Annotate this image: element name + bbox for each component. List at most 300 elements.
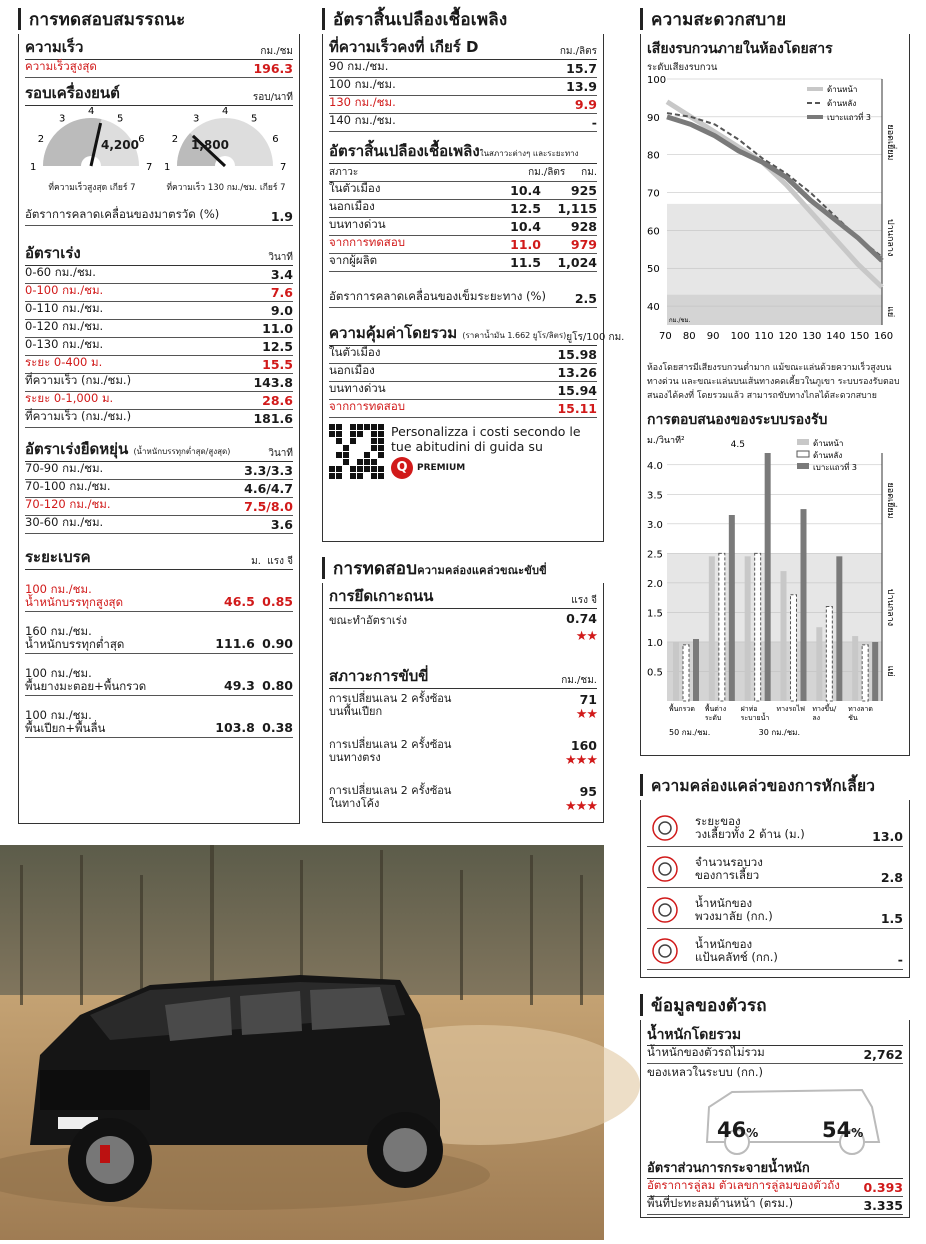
cond-kml: 11.5 bbox=[510, 255, 541, 270]
agility-box bbox=[322, 583, 604, 823]
brake-values bbox=[224, 678, 293, 693]
odo-error-row: อัตราการคลาดเคลื่อนของเข็มระยะทาง (%) 2.5 bbox=[329, 289, 597, 306]
accel-row-value: 7.6 bbox=[270, 285, 293, 300]
susp-bar bbox=[683, 645, 689, 701]
susp-ytick: 1.5 bbox=[647, 608, 663, 620]
max-speed-row: ความเร็วสูงสุด 196.3 bbox=[25, 59, 293, 76]
qr-cell bbox=[329, 466, 335, 472]
accel-row-value: 9.0 bbox=[270, 303, 293, 318]
turn-label bbox=[695, 938, 778, 964]
susp-bar bbox=[781, 571, 787, 701]
qr-cell bbox=[336, 473, 342, 479]
brake-speed: 100 กม./ชม. bbox=[25, 708, 92, 722]
qr-cell bbox=[350, 438, 356, 444]
turn-left bbox=[647, 935, 778, 967]
agility-header: การทดสอบความคล่องแคล่วขณะขับขี่ bbox=[322, 556, 604, 580]
flex-row-value: 3.6 bbox=[270, 517, 293, 532]
noise-xtick: 80 bbox=[682, 331, 696, 342]
brake-row bbox=[25, 570, 293, 612]
drive-label-2: บนพื้นเปียก bbox=[329, 705, 383, 718]
susp-category-label: ทางรถไฟ bbox=[776, 705, 805, 713]
accel-row-value: 181.6 bbox=[253, 411, 293, 426]
qr-cell bbox=[378, 431, 384, 437]
brake-speed: 100 กม./ชม. bbox=[25, 666, 92, 680]
qr-cell bbox=[329, 473, 335, 479]
brake-condition: พื้นยางมะตอย+พื้นกรวด bbox=[25, 679, 147, 693]
noise-zone-label: ปานกลาง bbox=[885, 219, 895, 257]
gear-row bbox=[329, 114, 597, 132]
brake-row bbox=[25, 654, 293, 696]
value-row-value: 15.94 bbox=[557, 383, 597, 398]
noise-zone-label: แย่ bbox=[885, 306, 895, 318]
drive-row bbox=[329, 689, 597, 735]
drive-title: สภาวะการขับขี่ กม./ชม. bbox=[329, 667, 597, 689]
grip-stars: ★★ bbox=[575, 629, 597, 644]
turn-label-2: ของการเลี้ยว bbox=[695, 868, 760, 882]
weight-row: น้ำหนักของตัวรถไม่รวม 2,762 bbox=[647, 1045, 903, 1062]
value-row-label: บนทางด่วน bbox=[329, 381, 386, 395]
susp-category-label: ชัน bbox=[848, 714, 858, 722]
clutch-pedal-icon bbox=[647, 935, 683, 967]
ratio-row bbox=[647, 1197, 903, 1215]
drive-label-2: ในทางโค้ง bbox=[329, 797, 380, 810]
susp-category-label: ระบายน้ำ bbox=[740, 714, 770, 722]
qr-cell bbox=[371, 459, 377, 465]
turn-value: 13.0 bbox=[872, 829, 903, 844]
noise-ytick: 40 bbox=[647, 302, 660, 314]
noise-legend-label: เบาะแถวที่ 3 bbox=[827, 113, 871, 122]
noise-zone-bad bbox=[667, 295, 882, 325]
susp-legend-label: เบาะแถวที่ 3 bbox=[813, 463, 857, 472]
gauge1-tick: 1 bbox=[30, 162, 37, 173]
value-row-label: ในตัวเมือง bbox=[329, 345, 381, 359]
drive-label bbox=[329, 692, 451, 735]
turn-rows bbox=[647, 806, 903, 970]
qr-cell bbox=[364, 466, 370, 472]
accel-row-label: ระยะ 0-400 ม. bbox=[25, 355, 103, 369]
susp-zone-label: ยอดเยี่ยม bbox=[885, 482, 895, 519]
noise-xtick: 120 bbox=[778, 331, 798, 342]
qr-cell bbox=[336, 438, 342, 444]
susp-bar bbox=[765, 453, 771, 701]
drive-label-1: การเปลี่ยนเลน 2 ครั้งซ้อน bbox=[329, 692, 452, 705]
cond-km: 928 bbox=[570, 219, 597, 234]
qr-cell bbox=[329, 431, 335, 437]
turn-header: ความคล่องแคล่วของการหักเลี้ยว bbox=[640, 773, 910, 797]
gauge2-tick: 3 bbox=[193, 113, 200, 125]
flex-title: อัตราเร่งยืดหยุ่น (น้ำหนักบรรทุกต่ำสุด/สูงสุด) วินาที bbox=[25, 440, 293, 462]
ratio-row-value: 0.393 bbox=[863, 1180, 903, 1195]
cond-values bbox=[491, 255, 597, 270]
brake-condition: น้ำหนักบรรทุกต่ำสุด bbox=[25, 637, 125, 651]
cond-label: จากผู้ผลิต bbox=[329, 253, 378, 267]
value-row-label: นอกเมือง bbox=[329, 363, 375, 377]
drive-value bbox=[565, 784, 597, 827]
susp-bar bbox=[801, 509, 807, 701]
gear-row-label: 90 กม./ชม. bbox=[329, 59, 389, 73]
noise-xtick: 90 bbox=[706, 331, 720, 342]
qr-cell bbox=[336, 452, 342, 458]
gear-row-label: 140 กม./ชม. bbox=[329, 113, 396, 127]
cond-km: 979 bbox=[570, 237, 597, 252]
noise-ytick: 50 bbox=[647, 264, 660, 276]
gear-row-value: 15.7 bbox=[566, 61, 597, 76]
noise-legend-label: ด้านหน้า bbox=[827, 85, 858, 94]
cond-label: จากการทดสอบ bbox=[329, 235, 406, 249]
drive-speed: 71 bbox=[579, 692, 597, 707]
qr-cell bbox=[336, 466, 342, 472]
accel-row-value: 28.6 bbox=[262, 393, 293, 408]
gauge1-caption: ที่ความเร็วสูงสุด เกียร์ 7 bbox=[48, 183, 136, 193]
susp-bar bbox=[709, 556, 715, 701]
qr-cell bbox=[364, 424, 370, 430]
susp-category-label: พื้นต่าง bbox=[704, 705, 727, 713]
susp-bar bbox=[745, 556, 751, 701]
turn-box bbox=[640, 800, 910, 978]
ratio-row-label: อัตราการลู่ลม ตัวเลขการลู่ลมของตัวถัง bbox=[647, 1178, 840, 1192]
brake-distance: 46.5 bbox=[224, 594, 255, 609]
ratio-title: อัตราส่วนการกระจายน้ำหนัก bbox=[647, 1157, 903, 1179]
drive-value bbox=[565, 738, 597, 781]
noise-xtick: 160 bbox=[874, 331, 894, 342]
cond-rows bbox=[329, 182, 597, 272]
drive-label bbox=[329, 738, 451, 781]
front-weight: 46% bbox=[717, 1118, 759, 1142]
drive-label bbox=[329, 784, 451, 827]
rpm-title: รอบเครื่องยนต์ รอบ/นาที bbox=[25, 84, 293, 106]
value-rows bbox=[329, 346, 597, 418]
drive-stars: ★★ bbox=[575, 707, 597, 722]
performance-box bbox=[18, 34, 300, 824]
qr-cell bbox=[329, 424, 335, 430]
brake-values bbox=[224, 594, 293, 609]
noise-chart bbox=[647, 75, 905, 355]
turn-left bbox=[647, 894, 773, 926]
speedo-error-row: อัตราการคลาดเคลื่อนของมาตรวัด (%) 1.9 bbox=[25, 207, 293, 224]
gear-rows bbox=[329, 60, 597, 132]
noise-zone-label: ยอดเยี่ยม bbox=[885, 124, 895, 161]
accel-row-label: ระยะ 0-1,000 ม. bbox=[25, 391, 114, 405]
brake-label bbox=[25, 583, 123, 609]
susp-bar bbox=[852, 636, 858, 701]
qr-cell bbox=[371, 424, 377, 430]
susp-legend-swatch bbox=[797, 439, 809, 445]
noise-ytick: 80 bbox=[647, 150, 660, 162]
qr-cell bbox=[364, 459, 370, 465]
turn-value: - bbox=[897, 952, 903, 967]
turn-left bbox=[647, 853, 763, 885]
turn-label-1: ระยะของ bbox=[695, 814, 741, 828]
value-row-value: 15.98 bbox=[557, 347, 597, 362]
susp-bar bbox=[862, 645, 868, 701]
brake-distance: 49.3 bbox=[224, 678, 255, 693]
premium-brand: PREMIUM bbox=[417, 463, 466, 473]
car-photo-svg bbox=[0, 845, 604, 1240]
noise-ytick: 90 bbox=[647, 112, 660, 124]
cond-label: ในตัวเมือง bbox=[329, 181, 381, 195]
susp-bar bbox=[673, 642, 679, 701]
susp-peak-label: 4.5 bbox=[730, 440, 745, 450]
flex-row-label: 70-100 กม./ชม. bbox=[25, 479, 111, 493]
ratio-row-label: พื้นที่ปะทะลมด้านหน้า (ตรม.) bbox=[647, 1196, 794, 1210]
accel-row-value: 15.5 bbox=[262, 357, 293, 372]
qr-cell bbox=[357, 473, 363, 479]
qr-cell bbox=[371, 438, 377, 444]
qr-cell bbox=[357, 424, 363, 430]
cond-values bbox=[491, 201, 597, 216]
drive-stars: ★★★ bbox=[565, 753, 597, 768]
susp-ytick: 4.0 bbox=[647, 460, 663, 472]
susp-zone-label: ปานกลาง bbox=[885, 588, 895, 627]
gauge2-tick: 2 bbox=[171, 134, 179, 145]
cond-values bbox=[491, 219, 597, 234]
susp-zone-label: แย่ bbox=[885, 665, 895, 677]
accel-row-label: 0-120 กม./ชม. bbox=[25, 319, 104, 333]
gauge2-caption: ที่ความเร็ว 130 กม./ชม. เกียร์ 7 bbox=[166, 183, 286, 193]
qr-cell bbox=[371, 473, 377, 479]
gauge2-tick: 4 bbox=[222, 106, 229, 117]
qr-cell bbox=[357, 459, 363, 465]
qr-cell bbox=[378, 466, 384, 472]
fuel-cond-header: สภาวะ กม./ลิตร กม. bbox=[329, 164, 597, 182]
turn-circle-icon bbox=[647, 812, 683, 844]
drive-value bbox=[576, 692, 597, 735]
flex-row-value: 4.6/4.7 bbox=[244, 481, 293, 496]
gauge1-tick: 4 bbox=[88, 106, 95, 117]
noise-ylabel: ระดับเสียงรบกวน bbox=[647, 62, 718, 73]
rpm-gauges bbox=[25, 106, 293, 226]
susp-ytick: 2.5 bbox=[647, 549, 663, 561]
comfort-box bbox=[640, 34, 910, 756]
susp-ytick: 3.0 bbox=[647, 519, 663, 531]
susp-title: การตอบสนองของระบบรองรับ bbox=[647, 412, 828, 428]
flex-rows bbox=[25, 462, 293, 534]
brake-label bbox=[25, 625, 124, 651]
promo bbox=[329, 424, 597, 486]
susp-bar bbox=[836, 556, 842, 701]
susp-category-label: ลง bbox=[812, 714, 821, 722]
drive-row bbox=[329, 735, 597, 781]
noise-xtick: 70 bbox=[659, 331, 672, 342]
susp-legend-label: ด้านหน้า bbox=[813, 439, 844, 448]
accel-row-label: 0-130 กม./ชม. bbox=[25, 337, 104, 351]
turn-value: 2.8 bbox=[880, 870, 903, 885]
susp-group2: 30 กม./ชม. bbox=[758, 728, 800, 737]
gear-row-label: 130 กม./ชม. bbox=[329, 95, 396, 109]
brake-condition: พื้นเปียก+พื้นลื่น bbox=[25, 721, 106, 735]
cond-km: 1,024 bbox=[557, 255, 597, 270]
noise-xtick: 130 bbox=[802, 331, 822, 342]
accel-row-label: 0-110 กม./ชม. bbox=[25, 301, 104, 315]
turn-label-1: น้ำหนักของ bbox=[695, 937, 753, 951]
grip-row: ขณะทำอัตราเร่ง 0.74 bbox=[329, 611, 597, 627]
gear-row-value: 9.9 bbox=[574, 97, 597, 112]
brake-values bbox=[215, 636, 293, 651]
susp-bar bbox=[693, 639, 699, 701]
gauge2-value: 1,800 bbox=[191, 138, 229, 152]
qr-code-icon[interactable] bbox=[329, 424, 385, 480]
noise-xtick: 150 bbox=[850, 331, 870, 342]
brake-rows bbox=[25, 570, 293, 738]
qr-cell bbox=[350, 466, 356, 472]
qr-cell bbox=[371, 431, 377, 437]
steering-wheel-icon bbox=[647, 853, 683, 885]
turn-row bbox=[647, 806, 903, 847]
turn-value: 1.5 bbox=[880, 911, 903, 926]
noise-ytick: 60 bbox=[647, 226, 660, 238]
car-header: ข้อมูลของตัวรถ bbox=[640, 993, 910, 1017]
gauge2-tick: 6 bbox=[272, 134, 279, 145]
brake-values bbox=[215, 720, 293, 735]
fuel-box bbox=[322, 34, 625, 542]
qr-cell bbox=[371, 445, 377, 451]
qr-cell bbox=[378, 452, 384, 458]
speed-title: ความเร็ว กม./ชม bbox=[25, 38, 293, 60]
susp-ytick: 3.5 bbox=[647, 490, 663, 502]
flex-row-label: 70-120 กม./ชม. bbox=[25, 497, 111, 511]
susp-bar bbox=[791, 595, 797, 701]
qr-cell bbox=[336, 431, 342, 437]
susp-category-label: ระดับ bbox=[704, 714, 722, 722]
susp-bar bbox=[755, 553, 761, 701]
rear-weight: 54% bbox=[822, 1118, 864, 1142]
accel-title: อัตราเร่ง วินาที bbox=[25, 244, 293, 266]
turn-label-2: วงเลี้ยวทั้ง 2 ด้าน (ม.) bbox=[695, 827, 805, 841]
brake-speed: 160 กม./ชม. bbox=[25, 624, 92, 638]
rpm-gauge-svg bbox=[25, 106, 293, 226]
qr-cell bbox=[364, 452, 370, 458]
accel-row-label: ที่ความเร็ว (กม./ชม.) bbox=[25, 373, 132, 387]
noise-xtick: 140 bbox=[826, 331, 846, 342]
qr-cell bbox=[357, 431, 363, 437]
value-row bbox=[329, 400, 597, 418]
weight-diagram bbox=[647, 1082, 903, 1157]
gauge2-tick: 7 bbox=[280, 162, 287, 173]
drive-speed: 95 bbox=[579, 784, 597, 799]
brake-distance: 103.8 bbox=[215, 720, 255, 735]
flex-row bbox=[25, 516, 293, 534]
gauge1-tick: 7 bbox=[146, 162, 153, 173]
drive-label-2: บนทางตรง bbox=[329, 751, 381, 764]
drive-rows bbox=[329, 689, 597, 827]
fuel-cond-title: อัตราสิ้นเปลืองเชื้อเพลิงในสภาวะต่างๆ และระยะทาง bbox=[329, 142, 597, 164]
drive-label-1: การเปลี่ยนเลน 2 ครั้งซ้อน bbox=[329, 738, 452, 751]
grip-title: การยึดเกาะถนน แรง จี bbox=[329, 587, 597, 609]
turn-label-1: น้ำหนักของ bbox=[695, 896, 753, 910]
brake-label bbox=[25, 709, 105, 735]
flex-row-value: 7.5/8.0 bbox=[244, 499, 293, 514]
susp-bar bbox=[816, 627, 822, 701]
susp-chart bbox=[647, 431, 905, 761]
gauge1-tick: 2 bbox=[37, 134, 45, 145]
noise-ytick: 70 bbox=[647, 188, 660, 200]
susp-legend-swatch bbox=[797, 463, 809, 469]
turn-left bbox=[647, 812, 805, 844]
susp-bar bbox=[729, 515, 735, 701]
brake-title: ระยะเบรค ม. แรง จี bbox=[25, 548, 293, 570]
weight-row2: ของเหลวในระบบ (กก.) bbox=[647, 1065, 764, 1079]
turn-row bbox=[647, 888, 903, 929]
flex-row-value: 3.3/3.3 bbox=[244, 463, 293, 478]
susp-legend-swatch bbox=[797, 451, 809, 457]
gear-row-label: 100 กม./ชม. bbox=[329, 77, 396, 91]
qr-cell bbox=[378, 473, 384, 479]
gear-row-value: - bbox=[591, 115, 597, 130]
qr-cell bbox=[343, 459, 349, 465]
drive-speed: 160 bbox=[570, 738, 597, 753]
noise-legend-label: ด้านหลัง bbox=[827, 99, 857, 108]
qr-cell bbox=[371, 466, 377, 472]
turn-label bbox=[695, 897, 773, 923]
cond-kml: 11.0 bbox=[510, 237, 541, 252]
brake-g: 0.80 bbox=[262, 678, 293, 693]
brake-row bbox=[25, 612, 293, 654]
qr-cell bbox=[350, 431, 356, 437]
premium-logo-icon: Q bbox=[391, 457, 413, 479]
flex-row-label: 70-90 กม./ชม. bbox=[25, 461, 104, 475]
gauge2-tick: 5 bbox=[251, 113, 258, 125]
comfort-header: ความสะดวกสบาย bbox=[640, 7, 910, 31]
accel-row-value: 143.8 bbox=[253, 375, 293, 390]
drive-stars: ★★★ bbox=[565, 799, 597, 814]
brake-row bbox=[25, 696, 293, 738]
turn-label bbox=[695, 856, 763, 882]
gauge1-tick: 3 bbox=[59, 113, 66, 125]
steering-weight-icon bbox=[647, 894, 683, 926]
noise-caption: ห้องโดยสารมีเสียงรบกวนต่ำมาก แม้ขณะแล่นด้วยความเร็วสูงบนทางด่วน และขณะแล่นบนเส้นทางคดเคี้ยวในภูเขา ระบบรองรับตอบสนองได้คงที่ โดยรวมแล้ว สามารถขับทางไกลได้สะดวกสบาย bbox=[647, 363, 900, 401]
noise-title: เสียงรบกวนภายในห้องโดยสาร bbox=[647, 41, 833, 57]
qr-cell bbox=[343, 452, 349, 458]
brake-speed: 100 กม./ชม. bbox=[25, 582, 92, 596]
gauge2-tick: 1 bbox=[164, 162, 171, 173]
brake-g: 0.85 bbox=[262, 594, 293, 609]
susp-group1: 50 กม./ชม. bbox=[669, 728, 711, 737]
turn-row bbox=[647, 847, 903, 888]
cond-row bbox=[329, 254, 597, 272]
turn-label bbox=[695, 815, 805, 841]
noise-xtick: 100 bbox=[730, 331, 750, 342]
accel-row-label: 0-100 กม./ชม. bbox=[25, 283, 104, 297]
car-outline-icon bbox=[647, 1082, 905, 1157]
cond-kml: 10.4 bbox=[510, 219, 541, 234]
noise-ytick: 100 bbox=[647, 75, 667, 86]
drive-row bbox=[329, 781, 597, 827]
value-row-value: 15.11 bbox=[557, 401, 597, 416]
drive-label-1: การเปลี่ยนเลน 2 ครั้งซ้อน bbox=[329, 784, 452, 797]
susp-category-label: ทางขึ้น/ bbox=[812, 705, 837, 713]
brake-g: 0.38 bbox=[262, 720, 293, 735]
value-row-label: จากการทดสอบ bbox=[329, 399, 406, 413]
turn-label-1: จำนวนรอบวง bbox=[695, 855, 763, 869]
turn-label-2: พวงมาลัย (กก.) bbox=[695, 909, 773, 923]
susp-category-label: พื้นกรวด bbox=[669, 705, 695, 713]
car-photo bbox=[0, 845, 604, 1240]
ratio-rows bbox=[647, 1179, 903, 1215]
gear-row-value: 13.9 bbox=[566, 79, 597, 94]
cond-km: 1,115 bbox=[557, 201, 597, 216]
susp-bar bbox=[719, 553, 725, 701]
weight-title: น้ำหนักโดยรวม bbox=[647, 1024, 903, 1046]
qr-cell bbox=[378, 445, 384, 451]
fuel-header: อัตราสิ้นเปลืองเชื้อเพลิง bbox=[322, 7, 604, 31]
noise-xunit: กม./ชม. bbox=[669, 317, 691, 324]
susp-legend-label: ด้านหลัง bbox=[813, 451, 843, 460]
cond-label: นอกเมือง bbox=[329, 199, 375, 213]
accel-row-value: 11.0 bbox=[262, 321, 293, 336]
cond-values bbox=[491, 237, 597, 252]
performance-header: การทดสอบสมรรถนะ bbox=[18, 7, 300, 31]
qr-cell bbox=[350, 473, 356, 479]
